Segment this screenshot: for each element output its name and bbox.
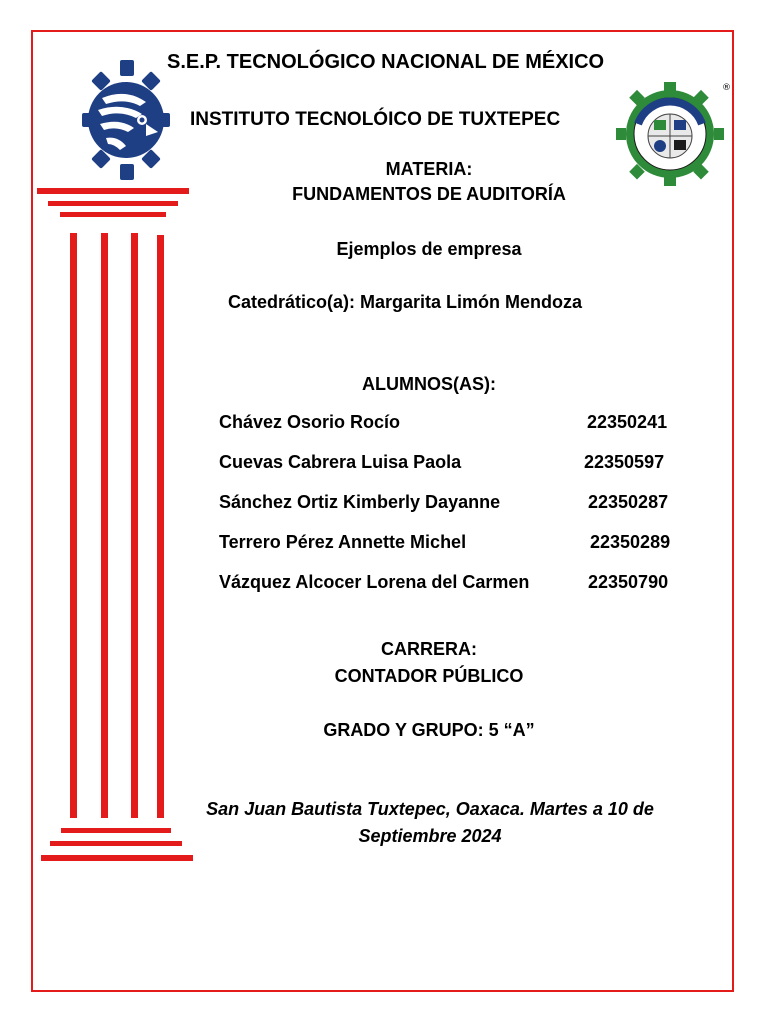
career-value: CONTADOR PÚBLICO (334, 666, 524, 686)
student-name: Vázquez Alcocer Lorena del Carmen (219, 572, 530, 592)
student-id: 22350287 (588, 492, 669, 512)
student-id: 22350790 (588, 572, 669, 592)
eagle-gear-icon (76, 58, 170, 183)
itt-logo (614, 80, 734, 186)
gear-seal-icon (614, 80, 734, 186)
student-id: 22350289 (590, 532, 671, 552)
student-name: Terrero Pérez Annette Michel (219, 532, 467, 552)
teacher: Catedrático(a): Margarita Limón Mendoza (228, 292, 583, 312)
student-id: 22350241 (587, 412, 668, 432)
subject-label: MATERIA: (385, 159, 473, 179)
header-title: S.E.P. TECNOLÓGICO NACIONAL DE MÉXICO (167, 51, 605, 73)
registered-mark: ® (722, 83, 731, 93)
footer-line-1: San Juan Bautista Tuxtepec, Oaxaca. Martes a 10 de (206, 799, 654, 819)
institute-name: INSTITUTO TECNOLÓICO DE TUXTEPEC (190, 109, 561, 130)
subject-value: FUNDAMENTOS DE AUDITORÍA (292, 184, 566, 204)
footer-line-2: Septiembre 2024 (358, 826, 502, 846)
students-label: ALUMNOS(AS): (362, 374, 496, 394)
grade-group: GRADO Y GRUPO: 5 “A” (323, 720, 535, 740)
student-name: Sánchez Ortiz Kimberly Dayanne (219, 492, 501, 512)
student-name: Chávez Osorio Rocío (219, 412, 401, 432)
tecnm-logo (76, 58, 170, 183)
student-id: 22350597 (584, 452, 665, 472)
career-label: CARRERA: (381, 639, 477, 659)
topic: Ejemplos de empresa (336, 239, 522, 259)
student-name: Cuevas Cabrera Luisa Paola (219, 452, 462, 472)
